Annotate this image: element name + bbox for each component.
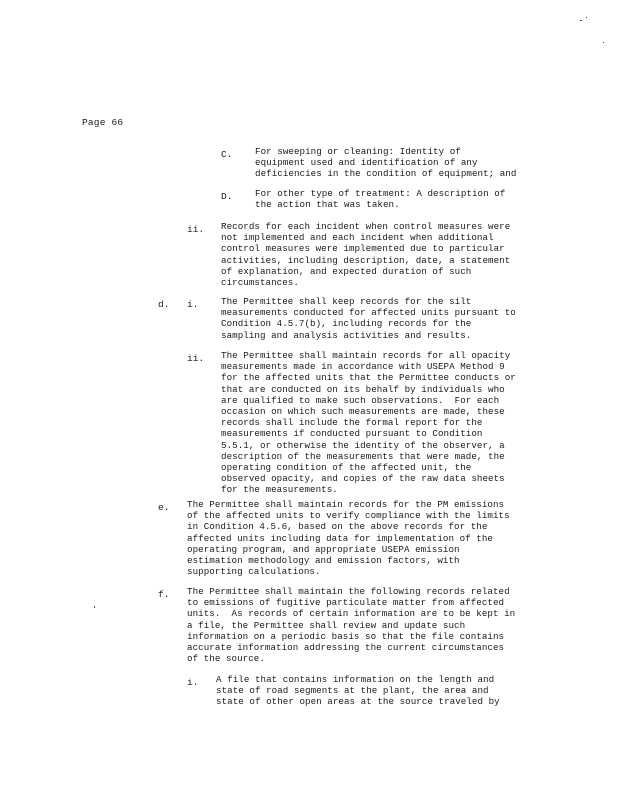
item-marker: f.	[158, 589, 170, 600]
scan-speck	[586, 17, 587, 18]
item-text-fugitive-pm	[187, 586, 515, 664]
item-text-opacity-records	[221, 350, 516, 496]
page-number: Page 66	[82, 117, 124, 128]
text-line: information on a periodic basis so that the file contains	[187, 630, 505, 642]
item-text-road-file	[216, 674, 500, 708]
text-line: Records for each incident when control measures were	[221, 221, 511, 232]
scan-speck	[603, 42, 604, 43]
text-line: For sweeping or cleaning: Identity of	[255, 146, 461, 157]
text-line: deficiencies in the condition of equipment; and	[255, 168, 517, 180]
text-line: that are conducted on its behalf by individuals who	[221, 383, 505, 395]
text-line: Condition 4.5.7(b), including records for the	[221, 318, 472, 330]
item-marker: ii.	[187, 353, 205, 364]
text-line: records shall include the formal report for the	[221, 417, 483, 429]
item-marker: e.	[158, 502, 170, 513]
scan-speck	[580, 20, 582, 21]
text-line: operating program, and appropriate USEPA emission	[187, 543, 460, 555]
scan-speck	[94, 606, 95, 608]
text-line: not implemented and each incident when additional	[221, 232, 494, 244]
item-text-pm-emissions	[187, 499, 510, 577]
text-line: estimation methodology and emission factors, with	[187, 555, 460, 567]
item-marker: D.	[221, 191, 233, 202]
text-line: 5.5.1, or otherwise the identity of the observer, a	[221, 439, 505, 451]
item-marker: d.	[158, 299, 170, 310]
item-text-incident-records	[221, 221, 510, 288]
text-line: measurements if conducted pursuant to Condition	[221, 428, 483, 440]
text-line: in Condition 4.5.6, based on the above records for the	[187, 521, 488, 533]
text-line: equipment used and identification of any	[255, 157, 478, 169]
text-line: activities, including description, date, a statement	[221, 254, 511, 266]
text-line: occasion on which such measurements are made, these	[221, 406, 505, 418]
text-line: control measures were implemented due to particular	[221, 243, 505, 255]
text-line: measurements made in accordance with USEPA Method 9	[221, 361, 505, 373]
text-line: A file that contains information on the length and	[216, 674, 495, 685]
text-line: are qualified to make such observations. For each	[221, 394, 500, 406]
item-marker: i.	[187, 677, 199, 688]
text-line: to emissions of fugitive particulate matter from affected	[187, 597, 505, 609]
text-line: a file, the Permittee shall review and update such	[187, 619, 466, 631]
text-line: for the affected units that the Permittee conducts or	[221, 372, 516, 384]
text-line: description of the measurements that were made, the	[221, 450, 505, 462]
text-line: For other type of treatment: A description of	[255, 188, 506, 199]
text-line: The Permittee shall maintain records for all opacity	[221, 350, 511, 361]
text-line: state of other open areas at the source traveled by	[216, 696, 500, 708]
text-line: supporting calculations.	[187, 566, 321, 578]
text-line: affected units including data for implementation of the	[187, 532, 493, 544]
item-marker: C.	[221, 149, 233, 160]
text-line: of the source.	[187, 653, 265, 665]
text-line: measurements conducted for affected units pursuant to	[221, 307, 516, 319]
item-text-other-treatment	[255, 188, 505, 210]
item-submarker: i.	[187, 299, 199, 310]
text-line: observed opacity, and copies of the raw data sheets	[221, 473, 505, 485]
text-line: accurate information addressing the current circumstances	[187, 642, 505, 654]
text-line: of explanation, and expected duration of such	[221, 265, 472, 277]
text-line: operating condition of the affected unit, the	[221, 462, 472, 474]
text-line: The Permittee shall maintain the following records related	[187, 586, 510, 597]
text-line: of the affected units to verify compliance with the limits	[187, 510, 510, 522]
item-text-silt-records	[221, 296, 516, 341]
text-line: units. As records of certain information are to be kept in	[187, 608, 516, 620]
item-marker: ii.	[187, 224, 205, 235]
text-line: The Permittee shall maintain records for the PM emissions	[187, 499, 505, 510]
item-text-sweeping	[255, 146, 516, 180]
text-line: the action that was taken.	[255, 199, 400, 211]
text-line: The Permittee shall keep records for the silt	[221, 296, 472, 307]
text-line: sampling and analysis activities and results.	[221, 329, 472, 341]
text-line: for the measurements.	[221, 484, 338, 496]
text-line: state of road segments at the plant, the area and	[216, 685, 489, 697]
text-line: circumstances.	[221, 277, 299, 289]
